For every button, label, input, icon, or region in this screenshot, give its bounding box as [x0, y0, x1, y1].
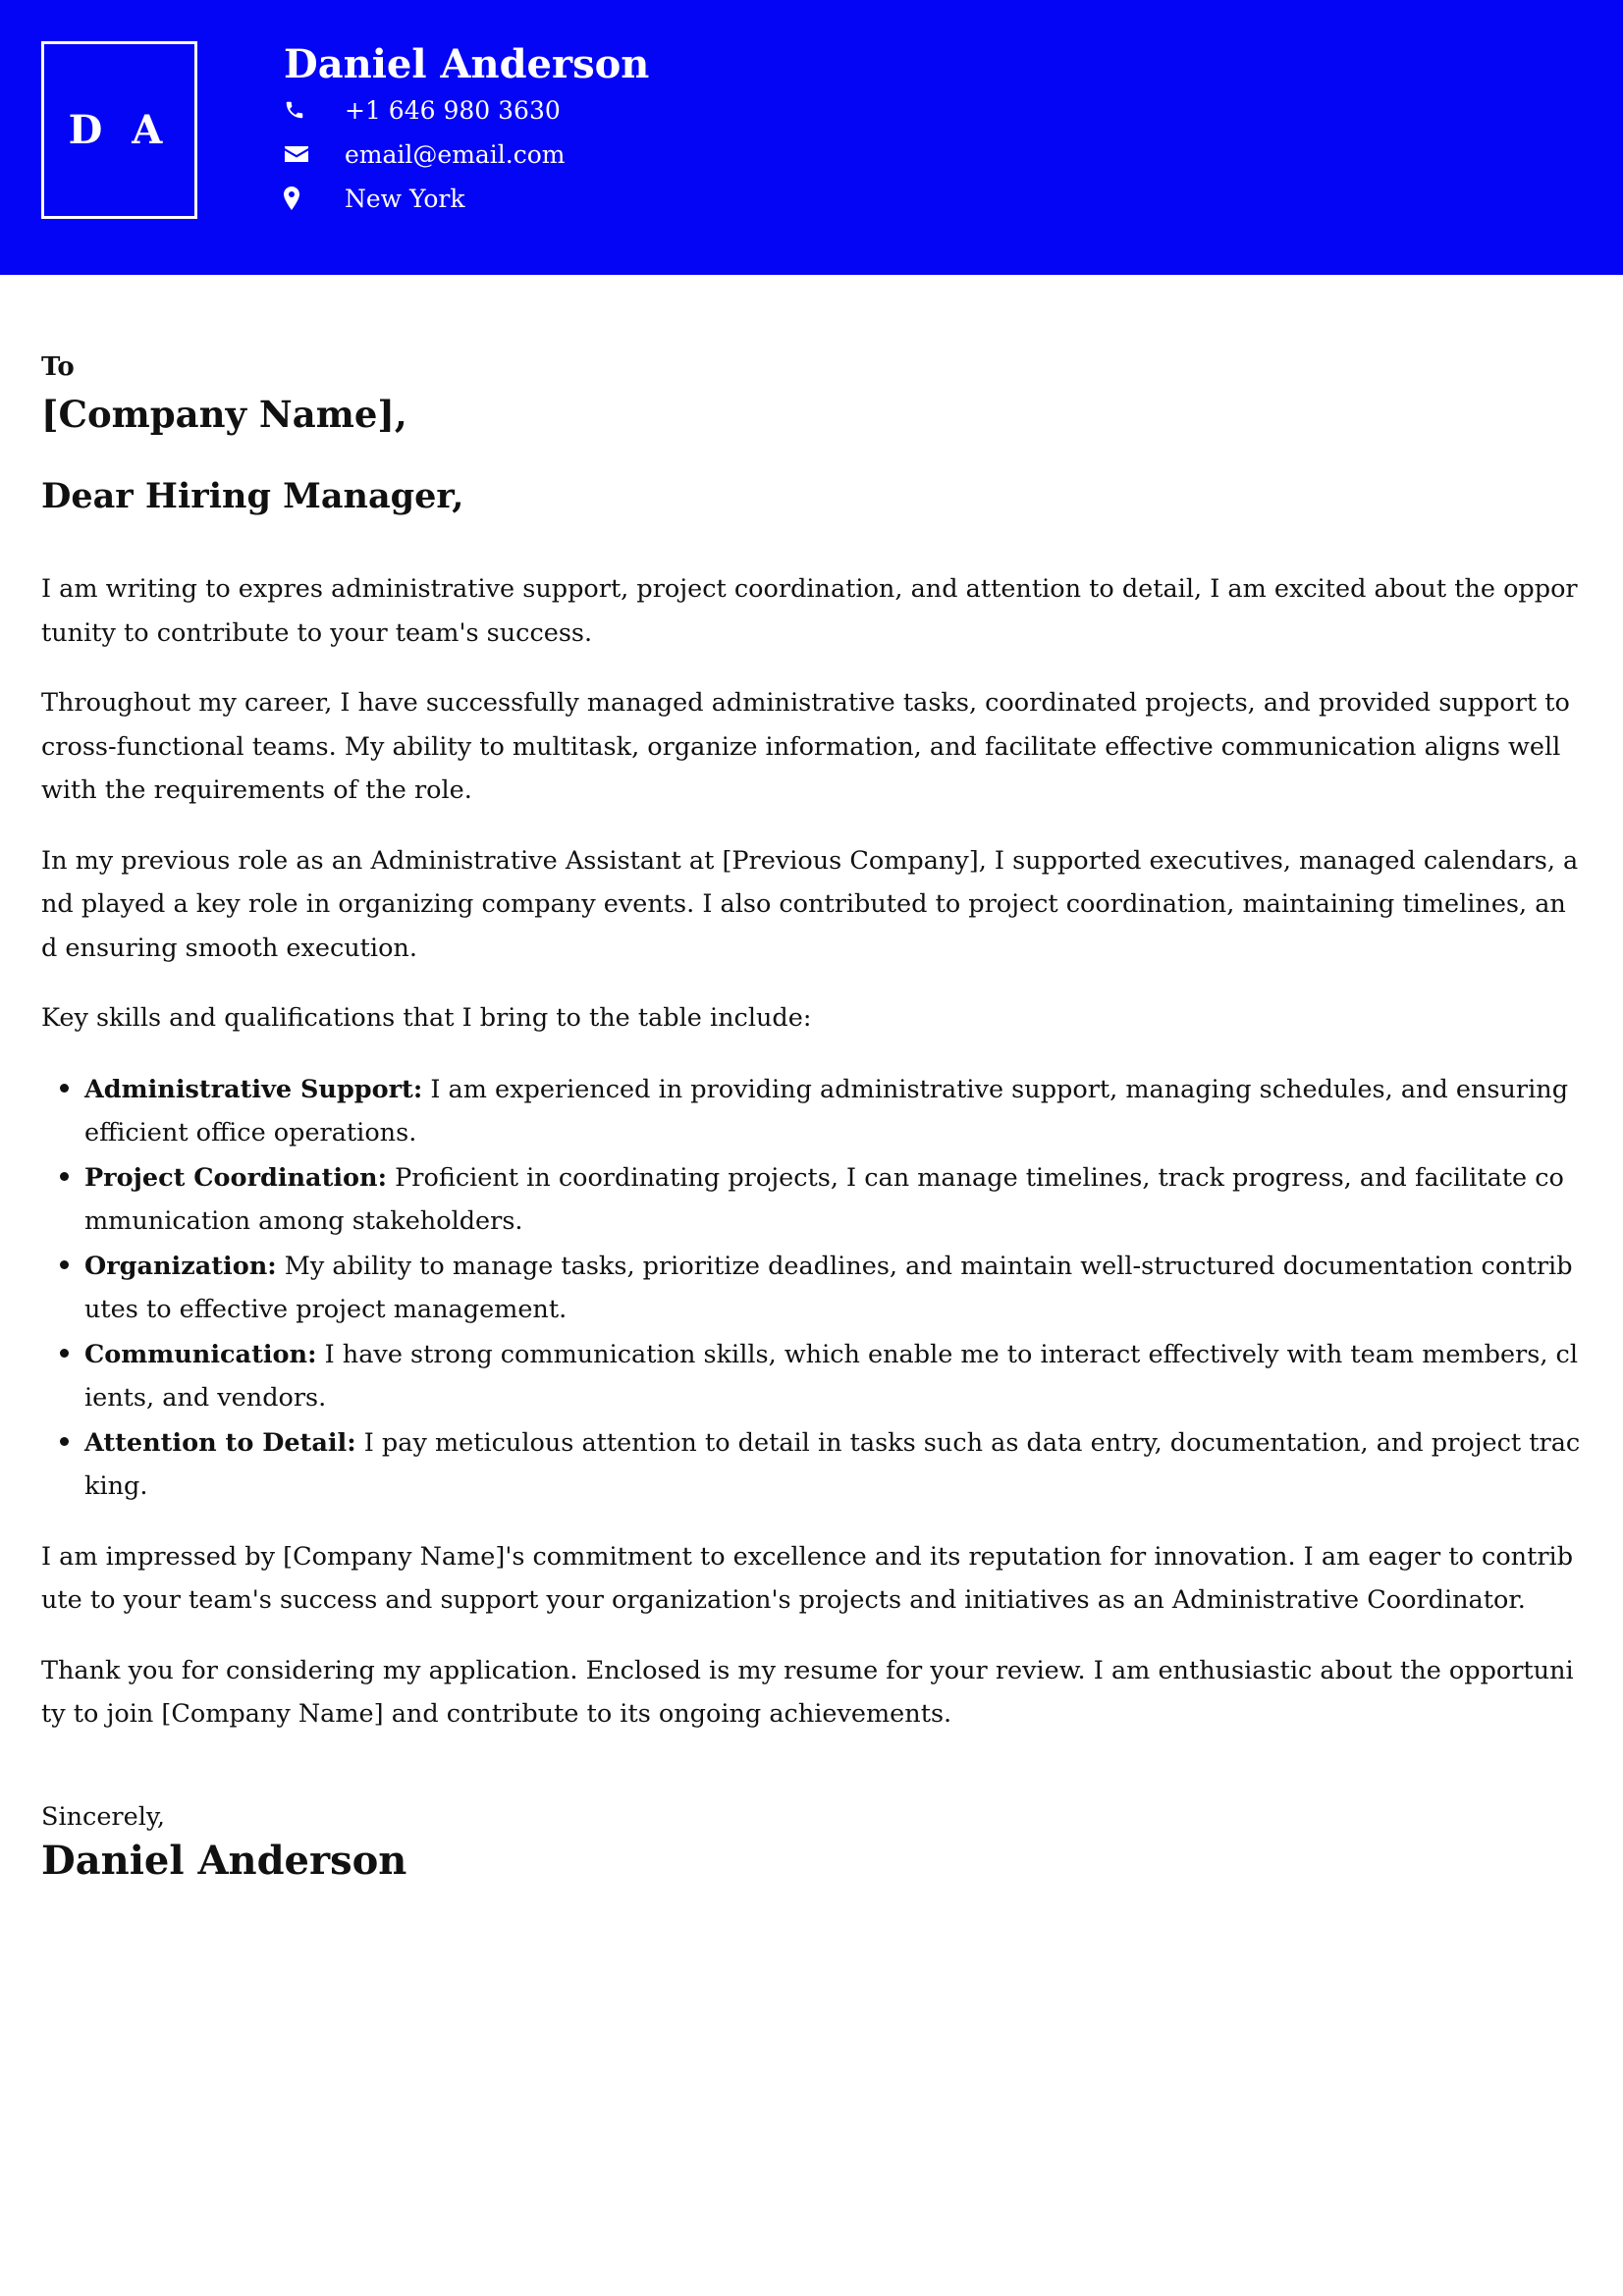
initials-monogram: D A [41, 41, 197, 219]
email-address: email@email.com [345, 139, 566, 169]
recipient-company: [Company Name], [41, 393, 407, 436]
sign-off: Sincerely, [41, 1801, 165, 1832]
skill-item [84, 1420, 1581, 1509]
skill-item [84, 1332, 1581, 1420]
skill-title: Administrative Support: [84, 1074, 423, 1104]
skill-description: Proficient in coordinating projects, I can manage timelines, track progress, and facilitate communication among stakeholders. [84, 1162, 1564, 1236]
skill-title: Organization: [84, 1251, 277, 1281]
skill-description: I pay meticulous attention to detail in tasks such as data entry, documentation, and project tracking. [84, 1427, 1581, 1501]
contact-email [284, 133, 566, 176]
applicant-name: Daniel Anderson [284, 41, 650, 87]
skill-title: Communication: [84, 1339, 317, 1369]
skill-item [84, 1244, 1581, 1332]
skill-title: Attention to Detail: [84, 1427, 356, 1458]
thank-you-paragraph: Thank you for considering my application. Enclosed is my resume for your review. I am enthusiastic about the opportunity to join [Company Name] and contribute to its ongoing achievements. [41, 1655, 1574, 1729]
phone-icon [284, 99, 345, 121]
skill-item [84, 1067, 1581, 1155]
skill-item [84, 1155, 1581, 1244]
experience-paragraph: Throughout my career, I have successfully managed administrative tasks, coordinated projects, and provided support to cross-functional teams. My ability to multitask, organize information, and facilitate effective communication aligns well with the requirements of the role. [41, 688, 1570, 805]
header-banner [0, 0, 1623, 275]
contact-location [284, 177, 465, 220]
skill-description: My ability to manage tasks, prioritize deadlines, and maintain well-structured documentation contributes to effective project management. [84, 1251, 1573, 1324]
skill-description: I have strong communication skills, which enable me to interact effectively with team members, clients, and vendors. [84, 1339, 1578, 1413]
skill-title: Project Coordination: [84, 1162, 388, 1193]
phone-number: +1 646 980 3630 [345, 95, 561, 125]
company-interest-paragraph: I am impressed by [Company Name]'s commitment to excellence and its reputation for innovation. I am eager to contribute to your team's success and support your organization's projects and initiatives as an Administrative Coordinator. [41, 1541, 1574, 1615]
location-text: New York [345, 184, 465, 213]
map-pin-icon [284, 187, 345, 210]
signature-name: Daniel Anderson [41, 1837, 407, 1884]
envelope-icon [284, 144, 345, 164]
intro-paragraph: I am writing to expres administrative support, project coordination, and attention to detail, I am excited about the opportunity to contribute to your team's success. [41, 574, 1578, 648]
previous-role-paragraph: In my previous role as an Administrative Assistant at [Previous Company], I supported executives, managed calendars, and played a key role in organizing company events. I also contributed to project coordination, maintaining timelines, and ensuring smooth execution. [41, 845, 1579, 963]
skills-list [41, 1067, 1581, 1509]
skills-intro-paragraph: Key skills and qualifications that I bring to the table include: [41, 1003, 812, 1033]
recipient-label: To [41, 352, 75, 382]
salutation: Dear Hiring Manager, [41, 476, 464, 516]
letter-body [41, 344, 1581, 1886]
skill-description: I am experienced in providing administrative support, managing schedules, and ensuring efficient office operations. [84, 1074, 1569, 1148]
letter-text [41, 567, 1581, 1736]
contact-phone [284, 88, 561, 132]
